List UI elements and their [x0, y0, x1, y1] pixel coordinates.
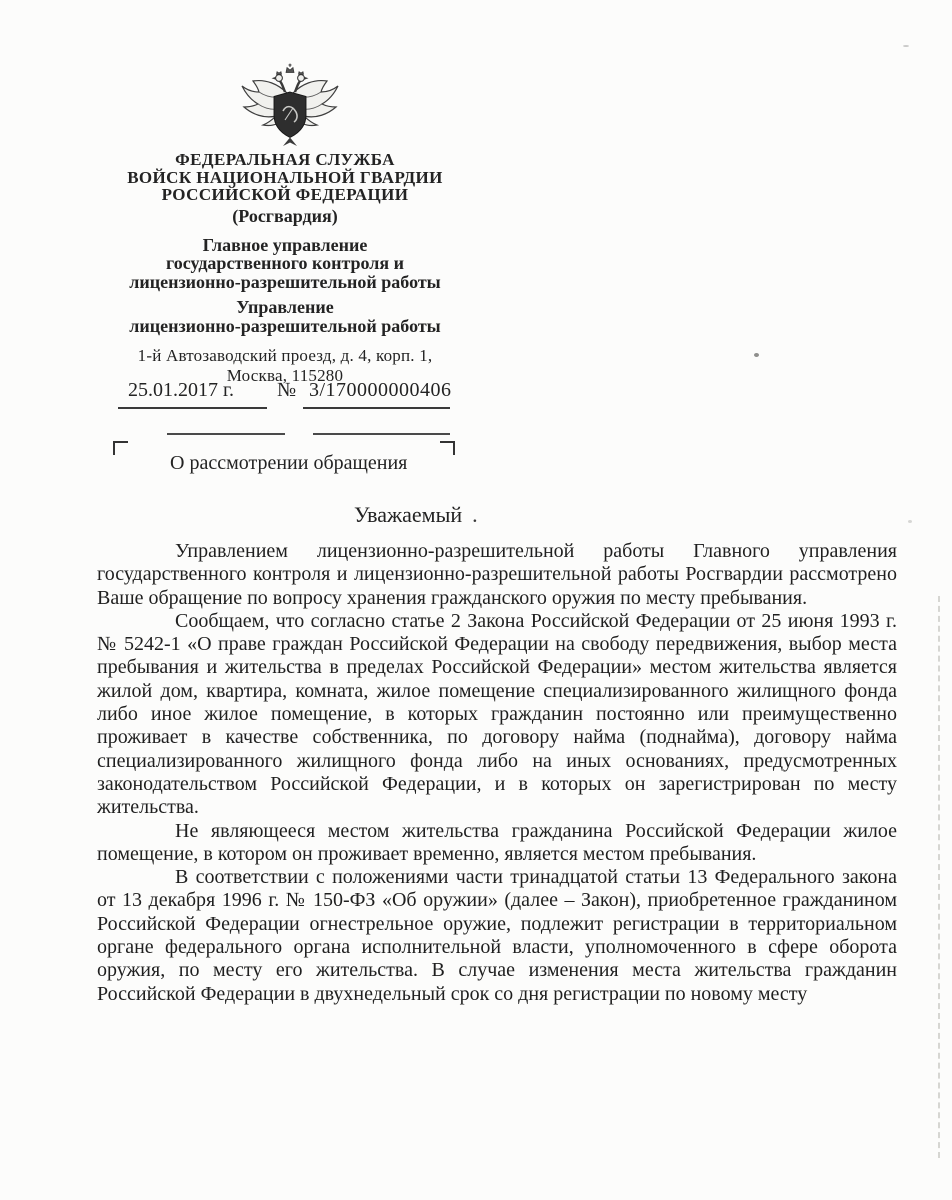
department-sub-line: Управление: [236, 297, 334, 318]
org-name-line: ФЕДЕРАЛЬНАЯ СЛУЖБА: [175, 150, 395, 169]
address-line: 1-й Автозаводский проезд, д. 4, корп. 1,: [137, 346, 433, 366]
org-name-line: РОССИЙСКОЙ ФЕДЕРАЦИИ: [161, 185, 409, 204]
org-short-name: (Росгвардия): [232, 205, 338, 226]
greeting-text: Уважаемый: [354, 502, 463, 527]
greeting-redacted-dot: .: [472, 502, 478, 527]
scan-speck-artifact: [903, 45, 909, 47]
reference-underline: [313, 433, 450, 435]
body-paragraph: Сообщаем, что согласно статье 2 Закона Российской Федерации от 25 июня 1993 г. № 5242-1 «О праве граждан Российской Федерации на свободу передвижения, выбор места пребывания и жительства в пределах Российской Федерации» местом жительства является жилой дом, квартира, комната, жилое помещение специализированного жилищного фонда либо иное жилое помещение, в которых гражданин постоянно или преимущественно проживает в качестве собственника, по договору найма (поднайма), договору найма специализированного жилищного фонда либо на иных основаниях, предусмотренных законодательством Российской Федерации, и в которых он зарегистрирован по месту жительства.: [97, 609, 897, 819]
letter-body: [97, 540, 897, 1006]
scan-edge-artifact: [938, 596, 940, 1158]
body-paragraph: Управлением лицензионно-разрешительной работы Главного управления государственного контроля и лицензионно-разрешительной работы Росгвардии рассмотрено Ваше обращение по вопросу хранения гражданского оружия по месту пребывания.: [97, 540, 897, 609]
addressee-corner-right: [440, 441, 455, 455]
date-underline: [118, 407, 267, 409]
subject-line: О рассмотрении обращения: [170, 452, 408, 474]
department-main-line: государственного контроля и: [165, 253, 405, 274]
address-line: Москва, 115280: [226, 365, 344, 385]
letterhead: [95, 151, 475, 385]
addressee-corner-left: [113, 441, 128, 455]
letter-date: 25.01.2017 г.: [128, 379, 234, 401]
body-paragraph: Не являющееся местом жительства гражданина Российской Федерации жилое помещение, в котором он проживает временно, является местом пребывания.: [97, 819, 897, 865]
number-underline: [303, 407, 450, 409]
rosgvardia-eagle-emblem-icon: [240, 63, 340, 147]
letter-number: 3/170000000406: [309, 379, 452, 401]
body-paragraph: В соответствии с положениями части тринадцатой статьи 13 Федерального закона от 13 декабря 1996 г. № 150-ФЗ «Об оружии» (далее – Закон), приобретенное гражданином Российской Федерации огнестрельное оружие, подлежит регистрации в территориальном органе федерального органа исполнительной власти, уполномоченного в сфере оборота оружия, по месту его жительства. В случае изменения места жительства гражданин Российской Федерации в двухнедельный срок со дня регистрации по новому месту: [97, 866, 897, 1005]
number-sign: №: [277, 379, 297, 401]
scan-speck-artifact: [908, 520, 912, 523]
department-main-line: Главное управление: [202, 234, 368, 255]
greeting-line: [354, 502, 478, 528]
org-name-line: ВОЙСК НАЦИОНАЛЬНОЙ ГВАРДИИ: [127, 167, 443, 187]
department-sub-line: лицензионно-разрешительной работы: [129, 315, 441, 336]
scan-speck-artifact: [754, 353, 759, 357]
reference-underline: [167, 433, 285, 435]
department-main-line: лицензионно-разрешительной работы: [129, 271, 441, 292]
